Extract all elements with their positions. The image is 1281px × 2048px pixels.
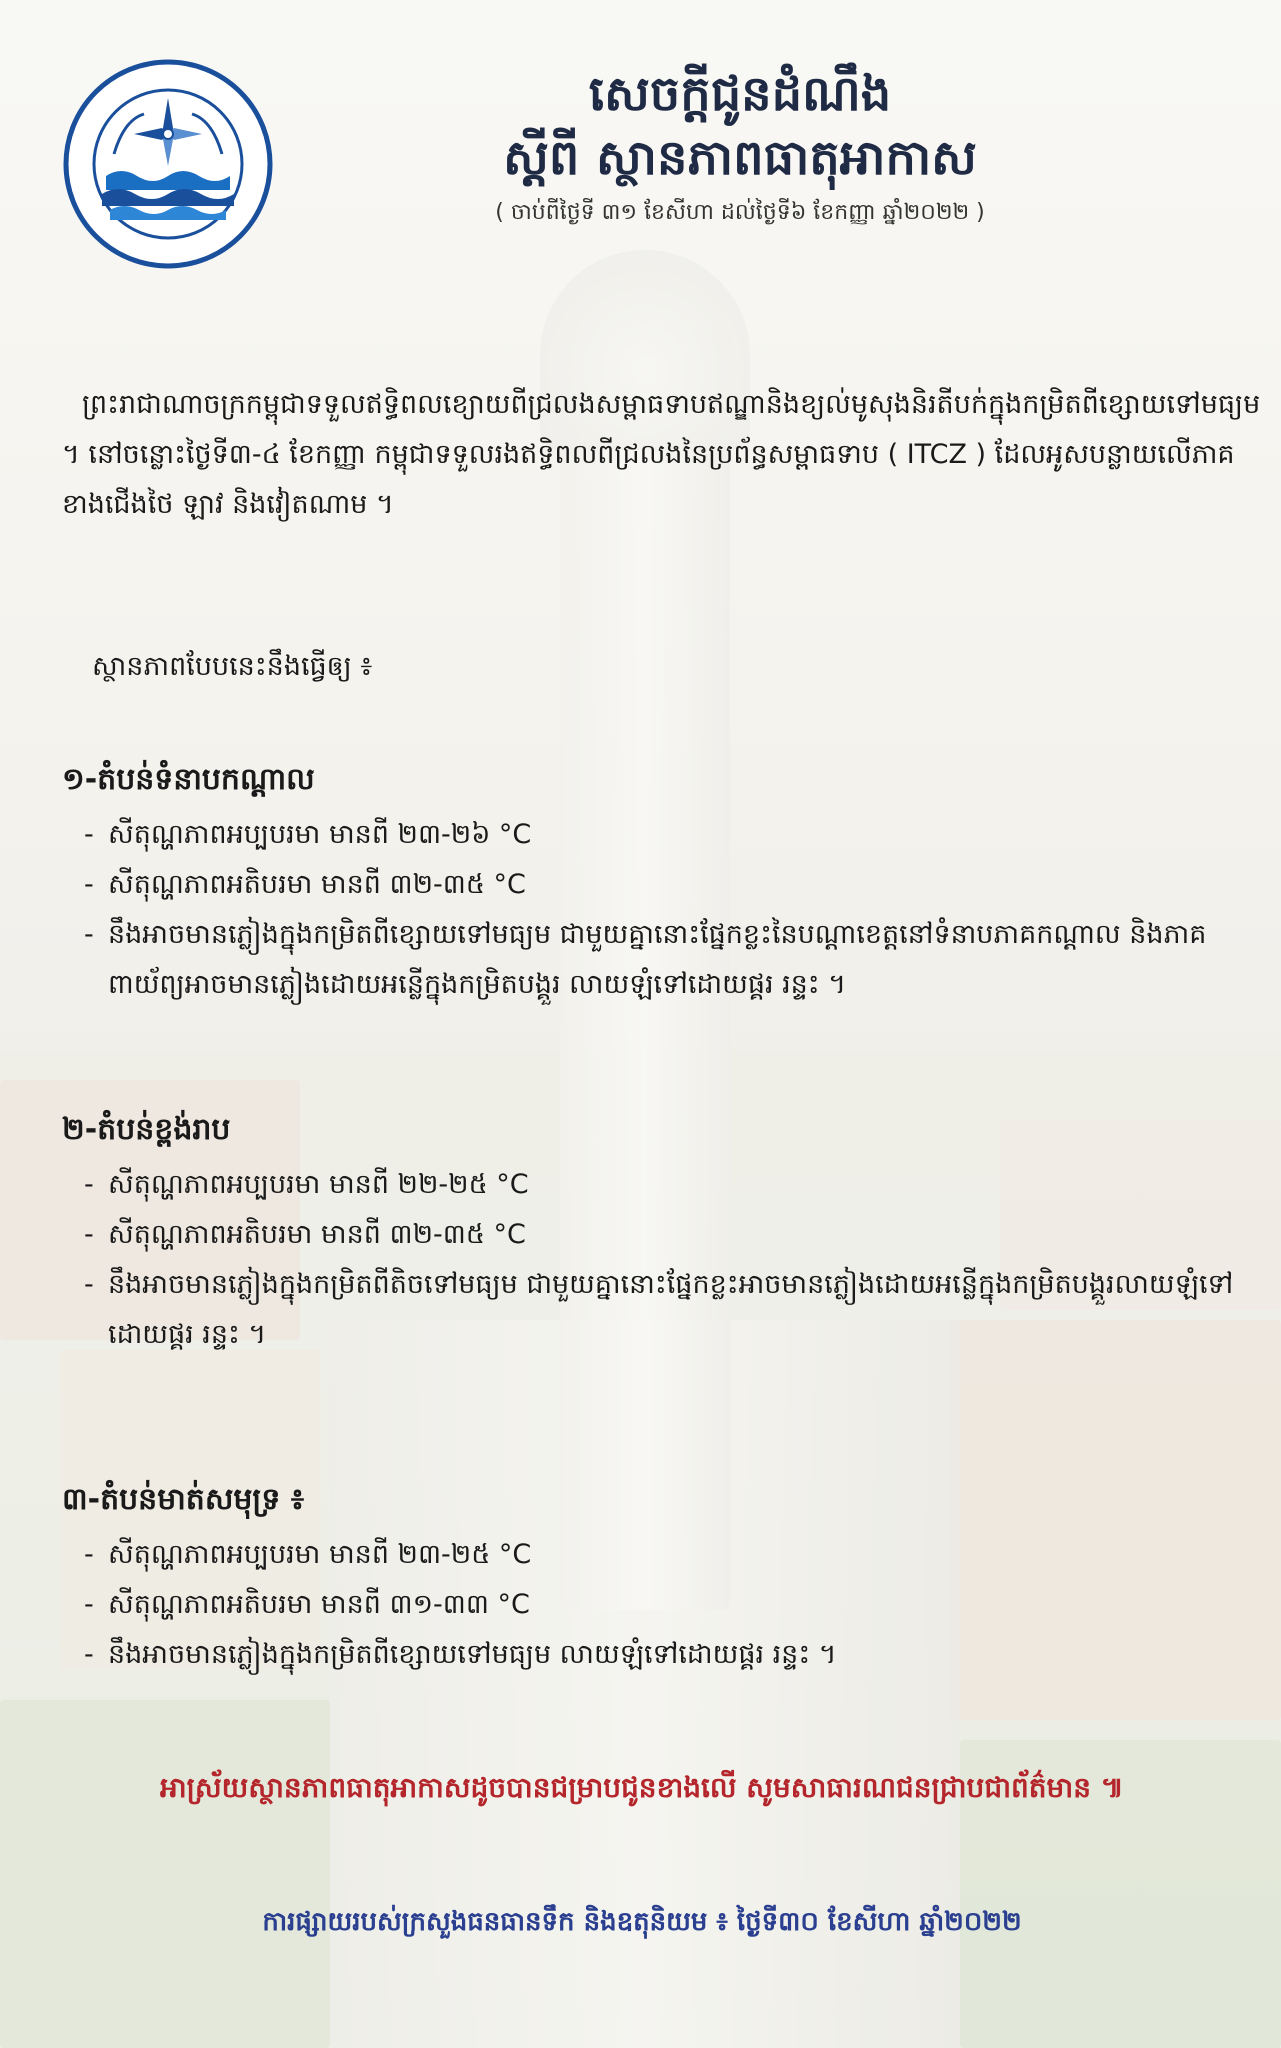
title-line-1: សេចក្តីជូនដំណឹង xyxy=(588,66,892,122)
list-item: - សីតុណ្ហភាពអប្បបរមា មានពី ២៣-២៥ °C xyxy=(84,1530,1262,1580)
section-heading: ៣-តំបន់មាត់សមុទ្រ ៖ xyxy=(62,1482,305,1517)
title-line-2: ស្តីពី ស្ថានភាពធាតុអាកាស xyxy=(503,130,977,186)
list-item: - សីតុណ្ហភាពអតិបរមា មានពី ៣២-៣៥ °C xyxy=(84,860,1262,910)
closing-notice: អាស្រ័យស្ថានភាពធាតុអាកាសដូចបានជម្រាបជូនខាងលើ សូមសាធារណជនជ្រាបជាព័ត៌មាន ៕ xyxy=(160,1771,1124,1804)
ministry-logo xyxy=(62,58,274,270)
list-item: - នឹងអាចមានភ្លៀងក្នុងកម្រិតពីតិចទៅមធ្យម ជាមួយគ្នានោះផ្នែកខ្លះអាចមានភ្លៀងដោយអន្លើក្នុងកម្រិតបង្គួរលាយឡំទៅដោយផ្គរ រន្ទះ ។ xyxy=(84,1260,1262,1360)
section-plateau xyxy=(62,1110,1262,1360)
section-coastal xyxy=(62,1480,1262,1680)
list-item: - នឹងអាចមានភ្លៀងក្នុងកម្រិតពីខ្សោយទៅមធ្យម ជាមួយគ្នានោះផ្នែកខ្លះនៃបណ្តាខេត្តនៅទំនាបភាគកណ្តាល និងភាគពាយ័ព្យអាចមានភ្លៀងដោយអន្លើក្នុងកម្រិតបង្គួរ លាយឡំទៅដោយផ្គរ រន្ទះ ។ xyxy=(84,910,1262,1010)
forecast-list xyxy=(62,1160,1262,1360)
forecast-list xyxy=(62,1530,1262,1680)
section-heading: ២-តំបន់ខ្ពង់រាប xyxy=(62,1112,231,1147)
forecast-list xyxy=(62,810,1262,1010)
list-item: - សីតុណ្ហភាពអប្បបរមា មានពី ២៣-២៦ °C xyxy=(84,810,1262,860)
list-item: - សីតុណ្ហភាពអប្បបរមា មានពី ២២-២៥ °C xyxy=(84,1160,1262,1210)
list-item: - នឹងអាចមានភ្លៀងក្នុងកម្រិតពីខ្សោយទៅមធ្យម លាយឡំទៅដោយផ្គរ រន្ទះ ។ xyxy=(84,1630,1262,1680)
list-item: - សីតុណ្ហភាពអតិបរមា មានពី ៣១-៣៣ °C xyxy=(84,1580,1262,1630)
date-range: ( ចាប់ពីថ្ងៃទី ៣១ ខែសីហា ដល់ថ្ងៃទី៦ ខែកញ្ញា ឆ្នាំ២០២២ ) xyxy=(495,200,985,225)
intro-paragraph: ព្រះរាជាណាចក្រកម្ពុជាទទួលឥទ្ធិពលខ្យោយពីជ្រលងសម្ពាធទាបឥណ្ឌានិងខ្យល់មូសុងនិរតីបក់ក្នុងកម្រិតពីខ្សោយទៅមធ្យម ។ នៅចន្លោះថ្ងៃទី៣-៤ ខែកញ្ញា កម្ពុជាទទួលរងឥទ្ធិពលពីជ្រលងនៃប្រព័ន្ធសម្ពាធទាប ( ITCZ ) ដែលអូសបន្លាយលើភាគខាងជើងថៃ ឡាវ និងវៀតណាម ។ xyxy=(62,389,1261,520)
title-block xyxy=(300,62,1180,230)
lead-sentence: ស្ថានភាពបែបនេះនឹងធ្វើឲ្យ ៖ xyxy=(92,651,373,682)
list-item: - សីតុណ្ហភាពអតិបរមា មានពី ៣២-៣៥ °C xyxy=(84,1210,1262,1260)
publisher-footer: ការផ្សាយរបស់ក្រសួងធនធានទឹក និងឧតុនិយម ៖ ថ្ងៃទី៣០ ខែសីហា ឆ្នាំ២០២២ xyxy=(262,1907,1022,1937)
section-heading: ១-តំបន់ទំនាបកណ្តាល xyxy=(62,762,315,797)
section-central-lowlands xyxy=(62,760,1262,1010)
